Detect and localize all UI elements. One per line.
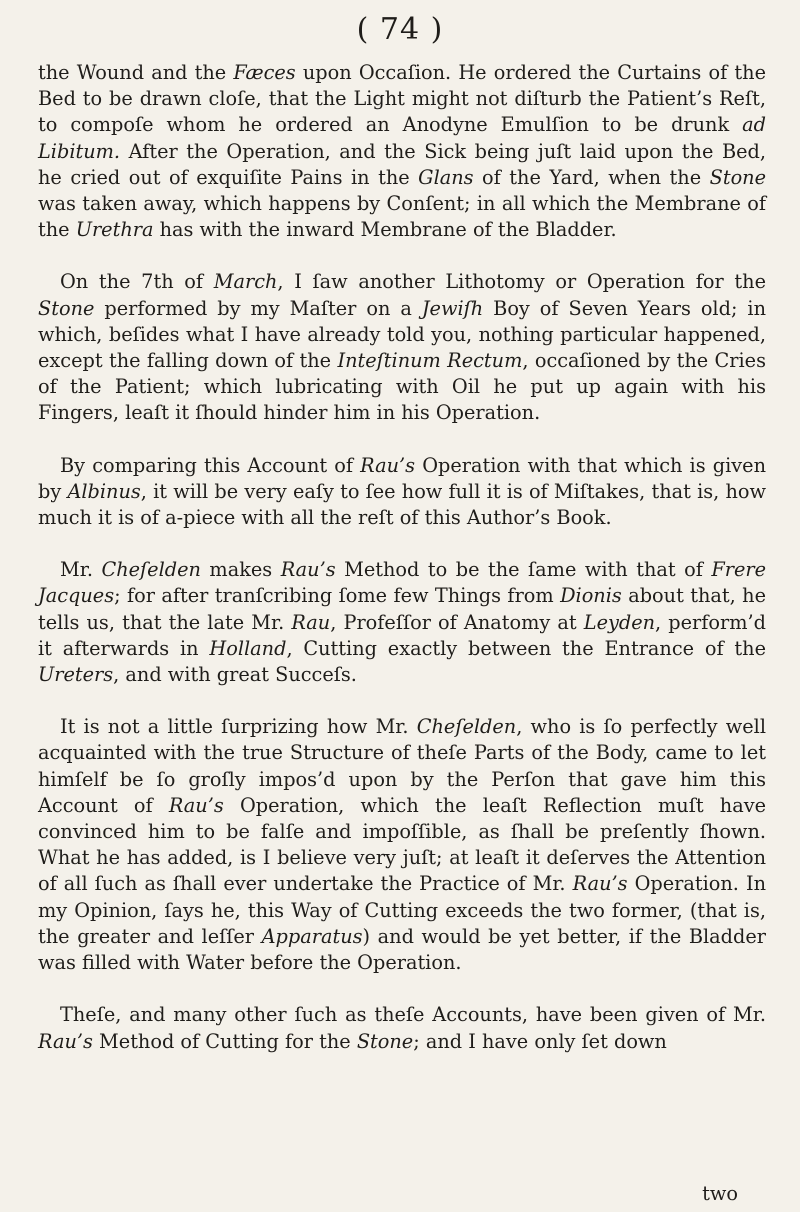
paragraph-text: of the Yard, when the [473,165,710,189]
italic-text: Rau’s [38,1029,93,1053]
paragraph-text: Mr. [60,558,102,582]
paragraph-text: By comparing this Account of [60,453,361,477]
italic-text: Cheſelden [416,715,517,739]
italic-text: Holland [209,636,287,660]
body-text [38,60,766,1055]
italic-text: Apparatus [261,924,363,948]
paragraph-text: was taken away, which happens by Conſent; in all which the Membrane of the [38,192,766,242]
italic-text: Rau’s [572,872,628,896]
italic-text: Urethra [75,218,154,242]
paragraph-text: , I ſaw another Lithotomy or Operation for the [277,270,766,294]
paragraph-text: , who is ſo perfectly well acquainted with the true Structure of theſe Parts of the Body, came to let himſelf be ſo groſly impos’d upon by the Perſon that gave him this Account of [38,715,767,817]
paragraph-text: ) and would be yet better, if the Bladder was filled with Water before the Operation. [38,924,766,975]
paragraph-text: Theſe, and many other ſuch as theſe Accounts, have been given of Mr. [60,1003,766,1027]
paragraph-text: Method to be the ſame with that of [335,558,712,582]
italic-text: Fæces [233,61,296,84]
paragraph-text: has with the inward Membrane of the Bladder. [153,218,617,242]
italic-text: Cheſelden [101,558,201,582]
paragraph-text: , Profeſſor of Anatomy at [330,610,584,634]
italic-text: Stone [356,1029,414,1053]
italic-text: Rau’s [168,793,224,817]
italic-text: Albinus [67,479,141,503]
paragraph-text: , perform’d it afterwards in [38,610,766,660]
paragraph [38,1002,766,1054]
italic-text: Dionis [560,584,622,608]
italic-text: Glans [418,165,474,189]
italic-text: Leyden [583,610,656,634]
paragraph-text: Operation, which the leaſt Reflection muſt have convinced him to be falſe and impoſſible, as ſhall be preſently ſhown. What he has added, is I believe very juſt; at leaſt it deſerves the Attention of all ſuch as ſhall ever undertake the Practice of Mr. [38,793,767,896]
paragraph [38,453,766,532]
italic-text: Rau [291,610,331,634]
paragraph-text: ; and I have only ſet down [413,1029,667,1053]
page-number: ( 74 ) [356,12,444,47]
paragraph-text: Boy of Seven Years old; in which, beſides what I have already told you, nothing particular happened, except the falling down of the [38,296,766,373]
italic-text: March [213,270,278,294]
italic-text: Inteſtinum Rectum [337,349,523,373]
paragraph-text: , Cutting exactly between the Entrance of the [286,636,766,660]
paragraph [38,269,766,426]
paragraph-text: On the 7th of [60,270,214,294]
paragraph [38,714,766,976]
paragraph [38,557,766,688]
paragraph-text: Operation. In my Opinion, ſays he, this Way of Cutting exceeds the two former, (that is, the greater and leſſer [38,872,767,948]
italic-text: Rau’s [360,453,416,477]
italic-text: Jewiſh [421,296,484,320]
paragraph [38,60,766,243]
paragraph-text: ; for after tranſcribing ſome few Things from [114,584,561,608]
paragraph-text: upon Occaſion. He ordered the Curtains of the Bed to be drawn cloſe, that the Light might not diſturb the Patient’s Reſt, to compoſe whom he ordered an Anodyne Emulſion to be drunk [38,61,766,137]
italic-text: ad Libitum. [38,113,766,163]
paragraph-text: , and with great Succeſs. [113,663,357,687]
paragraph-text: It is not a little ſurprizing how Mr. [60,715,417,739]
italic-text: Rau’s [280,558,336,582]
italic-text: Stone [38,296,95,320]
catchword: two [702,1182,738,1205]
paragraph-text: After the Operation, and the Sick being juſt laid upon the Bed, he cried out of exquiſite Pains in the [38,139,766,189]
paragraph-text: Method of Cutting for the [92,1029,357,1053]
paragraph-text: about that, he tells us, that the late Mr. [38,584,766,634]
paragraph-text: , occaſioned by the Cries of the Patient; which lubricating with Oil he put up again with his Fingers, leaſt it ſhould hinder him in his Operation. [38,349,766,425]
italic-text: Frere Jacques [38,558,766,608]
italic-text: Ureters [38,663,114,687]
paragraph-text: , it will be very eaſy to ſee how full it is of Miſtakes, that is, how much it is of a-piece with all the reſt of this Author’s Book. [38,479,766,530]
paragraph-text: performed by my Maſter on a [94,296,422,320]
paragraph-text: makes [200,558,281,582]
paragraph-text: the Wound and the [38,61,234,84]
paragraph-text: Operation with that which is given by [38,453,766,503]
italic-text: Stone [709,165,767,189]
